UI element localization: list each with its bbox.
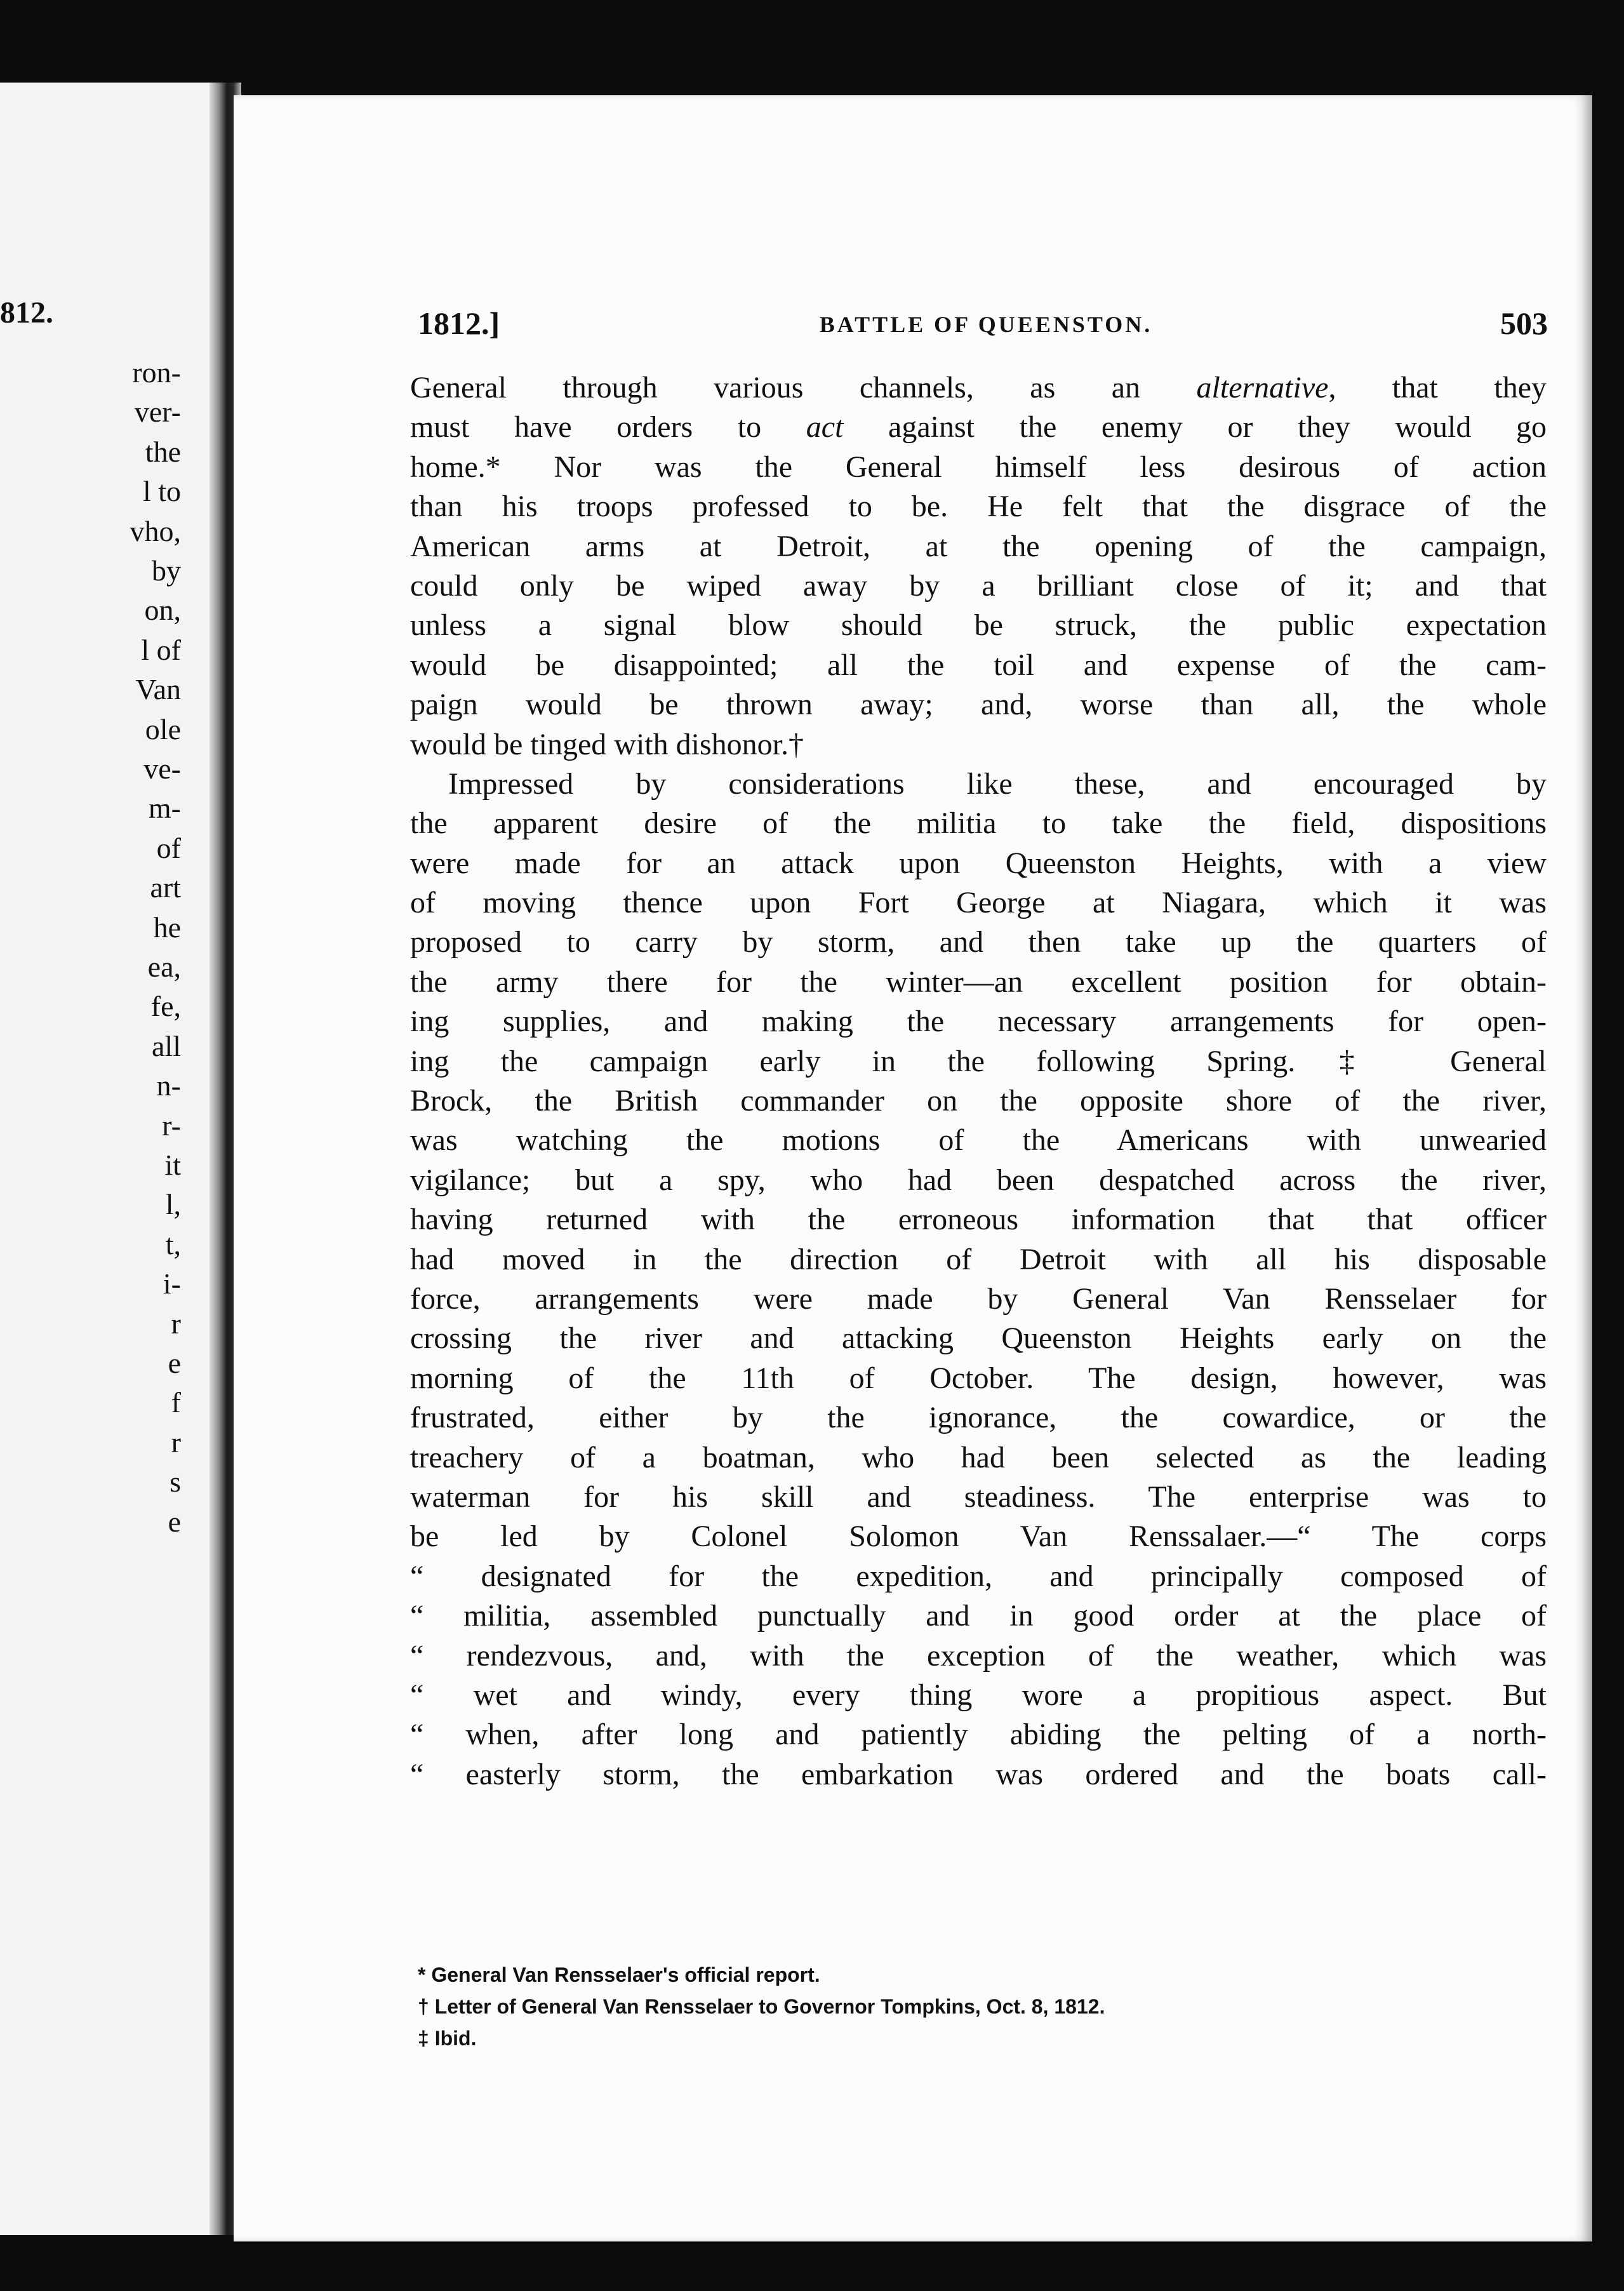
previous-page-fragment: s	[170, 1466, 181, 1499]
text-line: waterman for his skill and steadiness. The enterprise was to	[410, 1479, 1547, 1514]
text-line: home.* Nor was the General himself less desirous of action	[410, 450, 1547, 484]
text-line: Impressed by considerations like these, and encouraged by	[448, 766, 1547, 801]
text-line: the army there for the winter—an excellent position for obtain-	[410, 965, 1547, 999]
text-line: had moved in the direction of Detroit with all his disposable	[410, 1242, 1547, 1276]
text-line: American arms at Detroit, at the opening of the campaign,	[410, 529, 1547, 563]
text-line: ing the campaign early in the following Spring.‡ General	[410, 1044, 1547, 1078]
previous-page-fragment: l,	[165, 1188, 181, 1221]
text-line: crossing the river and attacking Queenston Heights early on the	[410, 1321, 1547, 1356]
previous-page-fragment: ve-	[143, 752, 181, 785]
previous-page-fragment: n-	[156, 1069, 181, 1102]
text-line: would be disappointed; all the toil and expense of the cam-	[410, 648, 1547, 682]
previous-page-fragment: e	[168, 1347, 181, 1379]
text-line: was watching the motions of the Americans with unwearied	[410, 1123, 1547, 1158]
previous-page-fragment: on,	[144, 594, 181, 627]
previous-page-fragment: m-	[148, 792, 181, 825]
previous-page-fragment: ver-	[134, 396, 181, 429]
text-line: General through various channels, as an alternative, that they	[410, 371, 1547, 404]
text-line: unless a signal blow should be struck, the public expectation	[410, 608, 1547, 643]
previous-page-fragment: t,	[165, 1227, 181, 1260]
text-line: frustrated, either by the ignorance, the cowardice, or the	[410, 1401, 1547, 1435]
text-line: “ when, after long and patiently abiding the pelting of a north-	[410, 1718, 1547, 1752]
running-head	[418, 305, 1554, 349]
previous-page-fragment: of	[156, 831, 181, 864]
previous-page-fragment: fe,	[150, 990, 181, 1023]
previous-page-fragment: ole	[145, 712, 181, 745]
text-line: having returned with the erroneous information that that officer	[410, 1203, 1547, 1237]
previous-page-fragment: the	[145, 435, 181, 468]
previous-page-fragment: r-	[162, 1109, 181, 1142]
previous-page-fragment: ron-	[132, 356, 181, 389]
previous-page-fragment: f	[171, 1386, 181, 1419]
footnote: ‡ Ibid.	[418, 2027, 477, 2050]
footnote: * General Van Rensselaer's official report.	[418, 1963, 820, 1986]
running-head-title: BATTLE OF QUEENSTON.	[819, 312, 1153, 337]
text-line: treachery of a boatman, who had been selected as the leading	[410, 1440, 1547, 1474]
text-line: “ wet and windy, every thing wore a propitious aspect. But	[410, 1678, 1547, 1712]
footnote: † Letter of General Van Rensselaer to Governor Tompkins, Oct. 8, 1812.	[418, 1995, 1105, 2018]
previous-page-fragment: l of	[141, 633, 181, 666]
previous-page-fragment: by	[152, 554, 181, 587]
previous-page-fragment: ea,	[147, 951, 181, 983]
text-line: the apparent desire of the militia to take the field, dispositions	[410, 806, 1547, 841]
previous-page-edge	[0, 83, 219, 2235]
body-text	[410, 368, 1547, 1794]
text-line: ing supplies, and making the necessary arrangements for open-	[410, 1005, 1547, 1039]
text-line: could only be wiped away by a brilliant close of it; and that	[410, 568, 1547, 603]
text-line: vigilance; but a spy, who had been despatched across the river,	[410, 1163, 1547, 1197]
previous-page-fragment: art	[150, 871, 181, 904]
text-line: proposed to carry by storm, and then take up the quarters of	[410, 925, 1547, 959]
previous-page-fragment: vho,	[130, 514, 181, 547]
text-line: “ easterly storm, the embarkation was ordered and the boats call-	[410, 1757, 1547, 1791]
previous-page-fragment: e	[168, 1505, 181, 1538]
text-line: “ designated for the expedition, and principally composed of	[410, 1559, 1547, 1593]
previous-page-fragment: all	[152, 1029, 181, 1062]
previous-page-fragment: l to	[142, 475, 181, 508]
text-line: Brock, the British commander on the opposite shore of the river,	[410, 1084, 1547, 1118]
text-line: than his troops professed to be. He felt that the disgrace of the	[410, 490, 1547, 524]
text-line: morning of the 11th of October. The design, however, was	[410, 1361, 1547, 1395]
text-line: force, arrangements were made by General Van Rensselaer for	[410, 1281, 1547, 1316]
text-line: “ rendezvous, and, with the exception of the weather, which was	[410, 1638, 1547, 1673]
previous-page-fragment: r	[171, 1307, 181, 1340]
text-line: be led by Colonel Solomon Van Renssalaer.—“ The corps	[410, 1520, 1547, 1554]
previous-page-fragment: Van	[135, 673, 181, 706]
previous-page-fragment: r	[171, 1426, 181, 1459]
previous-page-fragment: i-	[163, 1267, 181, 1300]
previous-page-fragment: it	[164, 1149, 181, 1181]
text-line: must have orders to act against the enemy or they would go	[410, 410, 1547, 444]
text-line: were made for an attack upon Queenston Heights, with a view	[410, 846, 1547, 880]
footnotes	[418, 1959, 1497, 2054]
page-number: 503	[1500, 305, 1548, 341]
text-line: would be tinged with dishonor.†	[410, 727, 804, 761]
previous-page-fragment: he	[153, 911, 181, 944]
previous-page-year: 812.	[0, 296, 53, 330]
running-head-year: 1812.]	[418, 305, 500, 341]
text-line: of moving thence upon Fort George at Niagara, which it was	[410, 886, 1547, 920]
paragraph-1	[410, 368, 1547, 765]
text-line: “ militia, assembled punctually and in good order at the place of	[410, 1599, 1547, 1633]
paragraph-2	[410, 765, 1547, 1794]
text-line: paign would be thrown away; and, worse than all, the whole	[410, 688, 1547, 722]
book-page	[234, 95, 1592, 2241]
